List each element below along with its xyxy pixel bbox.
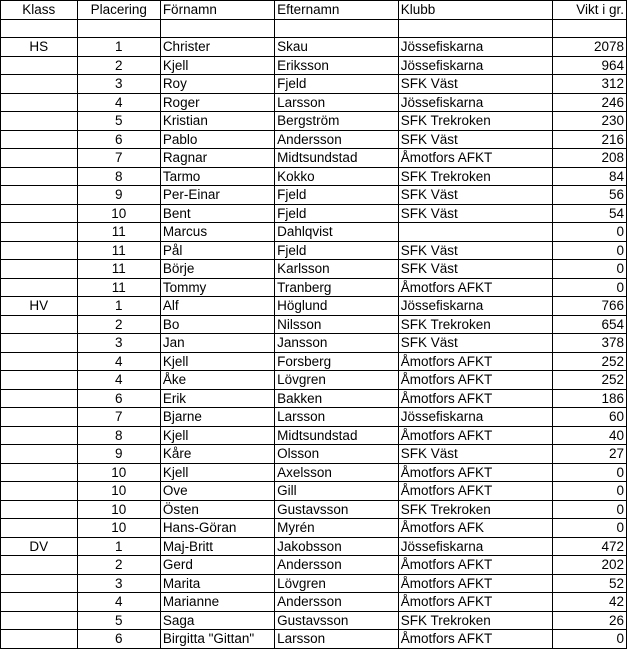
- cell-efternamn[interactable]: Karlsson: [275, 260, 399, 279]
- cell-fornamn[interactable]: Alf: [160, 297, 274, 316]
- cell-fornamn[interactable]: Börje: [160, 260, 274, 279]
- cell-placering[interactable]: 4: [77, 93, 160, 112]
- cell-efternamn[interactable]: Skau: [275, 38, 399, 57]
- cell-fornamn[interactable]: Kjell: [160, 426, 274, 445]
- cell-klubb[interactable]: SFK Trekroken: [398, 167, 552, 186]
- header-klass[interactable]: Klass: [1, 1, 78, 20]
- table-row: [1, 500, 627, 519]
- cell-fornamn[interactable]: Ove: [160, 482, 274, 501]
- cell-placering[interactable]: 9: [77, 186, 160, 205]
- table-row: [1, 112, 627, 131]
- cell-klass[interactable]: [1, 334, 78, 353]
- cell-klubb[interactable]: Åmotfors AFKT: [398, 371, 552, 390]
- cell-klubb[interactable]: SFK Trekroken: [398, 500, 552, 519]
- table-row: [1, 611, 627, 630]
- cell-klass[interactable]: [1, 352, 78, 371]
- cell-placering[interactable]: 10: [77, 204, 160, 223]
- cell-fornamn[interactable]: Ragnar: [160, 149, 274, 168]
- header-fornamn[interactable]: Förnamn: [160, 1, 274, 20]
- cell-efternamn[interactable]: Midtsundstad: [275, 426, 399, 445]
- table-row: [1, 75, 627, 94]
- cell-fornamn[interactable]: Birgitta "Gittan": [160, 630, 274, 649]
- cell-vikt[interactable]: 230: [552, 112, 626, 131]
- cell-vikt[interactable]: 54: [552, 204, 626, 223]
- cell-klubb[interactable]: [398, 19, 552, 38]
- cell-placering[interactable]: 11: [77, 241, 160, 260]
- cell-placering[interactable]: 1: [77, 537, 160, 556]
- cell-klass[interactable]: [1, 167, 78, 186]
- cell-placering[interactable]: 4: [77, 352, 160, 371]
- header-row: [1, 1, 627, 20]
- cell-klubb[interactable]: SFK Väst: [398, 204, 552, 223]
- table-row: [1, 556, 627, 575]
- cell-vikt[interactable]: 216: [552, 130, 626, 149]
- cell-vikt[interactable]: 246: [552, 93, 626, 112]
- table-row: [1, 130, 627, 149]
- header-efternamn[interactable]: Efternamn: [275, 1, 399, 20]
- cell-placering[interactable]: 1: [77, 297, 160, 316]
- cell-klubb[interactable]: Åmotfors AFKT: [398, 389, 552, 408]
- cell-placering[interactable]: 11: [77, 223, 160, 242]
- cell-vikt[interactable]: 472: [552, 537, 626, 556]
- table-row: [1, 297, 627, 316]
- table-row: [1, 334, 627, 353]
- cell-klass[interactable]: [1, 556, 78, 575]
- cell-fornamn[interactable]: Gerd: [160, 556, 274, 575]
- cell-vikt[interactable]: 52: [552, 574, 626, 593]
- cell-placering[interactable]: 7: [77, 149, 160, 168]
- cell-vikt[interactable]: 0: [552, 482, 626, 501]
- cell-fornamn[interactable]: Tommy: [160, 278, 274, 297]
- cell-klubb[interactable]: Åmotfors AFKT: [398, 482, 552, 501]
- cell-placering[interactable]: 3: [77, 574, 160, 593]
- cell-klass[interactable]: [1, 130, 78, 149]
- cell-vikt[interactable]: [552, 19, 626, 38]
- cell-fornamn[interactable]: Marita: [160, 574, 274, 593]
- cell-placering[interactable]: 10: [77, 463, 160, 482]
- cell-efternamn[interactable]: Lövgren: [275, 574, 399, 593]
- cell-fornamn[interactable]: Maj-Britt: [160, 537, 274, 556]
- cell-klass[interactable]: HS: [1, 38, 78, 57]
- table-row: [1, 93, 627, 112]
- cell-klubb[interactable]: Jössefiskarna: [398, 408, 552, 427]
- cell-placering[interactable]: 4: [77, 371, 160, 390]
- cell-fornamn[interactable]: Christer: [160, 38, 274, 57]
- cell-placering[interactable]: 5: [77, 611, 160, 630]
- table-row: [1, 167, 627, 186]
- cell-placering[interactable]: 1: [77, 38, 160, 57]
- cell-klubb[interactable]: SFK Väst: [398, 260, 552, 279]
- cell-vikt[interactable]: 208: [552, 149, 626, 168]
- cell-klass[interactable]: [1, 630, 78, 649]
- cell-klubb[interactable]: Jössefiskarna: [398, 56, 552, 75]
- cell-klubb[interactable]: Jössefiskarna: [398, 537, 552, 556]
- cell-vikt[interactable]: 26: [552, 611, 626, 630]
- table-row: [1, 408, 627, 427]
- cell-vikt[interactable]: 654: [552, 315, 626, 334]
- cell-klass[interactable]: [1, 75, 78, 94]
- cell-fornamn[interactable]: Bjarne: [160, 408, 274, 427]
- cell-efternamn[interactable]: Larsson: [275, 408, 399, 427]
- cell-vikt[interactable]: 0: [552, 519, 626, 538]
- cell-vikt[interactable]: 252: [552, 352, 626, 371]
- table-row: [1, 630, 627, 649]
- table-row: [1, 315, 627, 334]
- cell-placering[interactable]: 6: [77, 630, 160, 649]
- cell-vikt[interactable]: 202: [552, 556, 626, 575]
- cell-klubb[interactable]: Jössefiskarna: [398, 297, 552, 316]
- table-row: [1, 223, 627, 242]
- cell-efternamn[interactable]: Fjeld: [275, 186, 399, 205]
- table-row: [1, 186, 627, 205]
- table-row: [1, 574, 627, 593]
- cell-klubb[interactable]: SFK Trekroken: [398, 611, 552, 630]
- cell-placering[interactable]: 10: [77, 482, 160, 501]
- cell-placering[interactable]: 6: [77, 389, 160, 408]
- cell-placering[interactable]: 10: [77, 519, 160, 538]
- cell-fornamn[interactable]: Åke: [160, 371, 274, 390]
- table-row: [1, 278, 627, 297]
- cell-efternamn[interactable]: Nilsson: [275, 315, 399, 334]
- table-row: [1, 241, 627, 260]
- cell-klass[interactable]: [1, 112, 78, 131]
- cell-vikt[interactable]: 0: [552, 223, 626, 242]
- cell-efternamn[interactable]: Gill: [275, 482, 399, 501]
- table-row: [1, 593, 627, 612]
- table-row: [1, 537, 627, 556]
- cell-efternamn[interactable]: Bergström: [275, 112, 399, 131]
- cell-placering[interactable]: 10: [77, 500, 160, 519]
- table-row: [1, 463, 627, 482]
- cell-klass[interactable]: [1, 56, 78, 75]
- cell-vikt[interactable]: 0: [552, 260, 626, 279]
- cell-fornamn[interactable]: Kåre: [160, 445, 274, 464]
- cell-klass[interactable]: [1, 593, 78, 612]
- cell-efternamn[interactable]: Lövgren: [275, 371, 399, 390]
- cell-klubb[interactable]: Åmotfors AFKT: [398, 352, 552, 371]
- cell-klubb[interactable]: Åmotfors AFKT: [398, 630, 552, 649]
- cell-fornamn[interactable]: Saga: [160, 611, 274, 630]
- cell-efternamn[interactable]: Forsberg: [275, 352, 399, 371]
- cell-klubb[interactable]: SFK Väst: [398, 241, 552, 260]
- cell-vikt[interactable]: 186: [552, 389, 626, 408]
- cell-efternamn[interactable]: Gustavsson: [275, 611, 399, 630]
- cell-efternamn[interactable]: Fjeld: [275, 241, 399, 260]
- cell-efternamn[interactable]: Axelsson: [275, 463, 399, 482]
- cell-placering[interactable]: 7: [77, 408, 160, 427]
- cell-klubb[interactable]: [398, 223, 552, 242]
- cell-klubb[interactable]: Åmotfors AFK: [398, 519, 552, 538]
- cell-placering[interactable]: 8: [77, 426, 160, 445]
- cell-vikt[interactable]: 0: [552, 241, 626, 260]
- cell-placering[interactable]: 11: [77, 278, 160, 297]
- table-row: [1, 371, 627, 390]
- cell-efternamn[interactable]: Fjeld: [275, 75, 399, 94]
- cell-klass[interactable]: [1, 408, 78, 427]
- cell-fornamn[interactable]: [160, 19, 274, 38]
- cell-klubb[interactable]: Åmotfors AFKT: [398, 593, 552, 612]
- table-row: [1, 260, 627, 279]
- cell-vikt[interactable]: 56: [552, 186, 626, 205]
- cell-klubb[interactable]: Jössefiskarna: [398, 93, 552, 112]
- cell-klubb[interactable]: Åmotfors AFKT: [398, 278, 552, 297]
- cell-efternamn[interactable]: Fjeld: [275, 204, 399, 223]
- cell-fornamn[interactable]: Pål: [160, 241, 274, 260]
- cell-fornamn[interactable]: Marcus: [160, 223, 274, 242]
- cell-efternamn[interactable]: Höglund: [275, 297, 399, 316]
- cell-klass[interactable]: [1, 389, 78, 408]
- cell-placering[interactable]: 3: [77, 75, 160, 94]
- cell-placering[interactable]: 6: [77, 130, 160, 149]
- cell-klass[interactable]: [1, 241, 78, 260]
- cell-klass[interactable]: [1, 223, 78, 242]
- cell-efternamn[interactable]: Larsson: [275, 630, 399, 649]
- cell-fornamn[interactable]: Kjell: [160, 463, 274, 482]
- cell-fornamn[interactable]: Erik: [160, 389, 274, 408]
- cell-vikt[interactable]: 378: [552, 334, 626, 353]
- cell-efternamn[interactable]: Kokko: [275, 167, 399, 186]
- cell-vikt[interactable]: 0: [552, 500, 626, 519]
- cell-vikt[interactable]: 84: [552, 167, 626, 186]
- cell-efternamn[interactable]: [275, 19, 399, 38]
- cell-klass[interactable]: [1, 482, 78, 501]
- cell-vikt[interactable]: 60: [552, 408, 626, 427]
- cell-klass[interactable]: [1, 445, 78, 464]
- cell-klass[interactable]: [1, 186, 78, 205]
- table-row: [1, 38, 627, 57]
- cell-efternamn[interactable]: Dahlqvist: [275, 223, 399, 242]
- cell-klass[interactable]: [1, 278, 78, 297]
- cell-klass[interactable]: [1, 315, 78, 334]
- cell-klass[interactable]: [1, 463, 78, 482]
- cell-placering[interactable]: 8: [77, 167, 160, 186]
- cell-klubb[interactable]: Åmotfors AFKT: [398, 556, 552, 575]
- header-vikt[interactable]: Vikt i gr.: [552, 1, 626, 20]
- cell-vikt[interactable]: 766: [552, 297, 626, 316]
- cell-klass[interactable]: DV: [1, 537, 78, 556]
- cell-klass[interactable]: [1, 260, 78, 279]
- cell-fornamn[interactable]: Kristian: [160, 112, 274, 131]
- cell-klass[interactable]: [1, 574, 78, 593]
- cell-klass[interactable]: [1, 371, 78, 390]
- cell-placering[interactable]: 5: [77, 112, 160, 131]
- cell-fornamn[interactable]: Bo: [160, 315, 274, 334]
- table-row: [1, 19, 627, 38]
- cell-fornamn[interactable]: Kjell: [160, 352, 274, 371]
- cell-fornamn[interactable]: Pablo: [160, 130, 274, 149]
- cell-fornamn[interactable]: Marianne: [160, 593, 274, 612]
- cell-vikt[interactable]: 312: [552, 75, 626, 94]
- cell-placering[interactable]: 2: [77, 56, 160, 75]
- cell-efternamn[interactable]: Tranberg: [275, 278, 399, 297]
- cell-fornamn[interactable]: Jan: [160, 334, 274, 353]
- cell-efternamn[interactable]: Gustavsson: [275, 500, 399, 519]
- cell-fornamn[interactable]: Per-Einar: [160, 186, 274, 205]
- table-row: [1, 482, 627, 501]
- cell-efternamn[interactable]: Andersson: [275, 130, 399, 149]
- cell-efternamn[interactable]: Bakken: [275, 389, 399, 408]
- cell-efternamn[interactable]: Midtsundstad: [275, 149, 399, 168]
- cell-efternamn[interactable]: Jansson: [275, 334, 399, 353]
- cell-klubb[interactable]: SFK Väst: [398, 445, 552, 464]
- table-row: [1, 426, 627, 445]
- cell-klubb[interactable]: Åmotfors AFKT: [398, 426, 552, 445]
- cell-klubb[interactable]: Åmotfors AFKT: [398, 149, 552, 168]
- cell-vikt[interactable]: 40: [552, 426, 626, 445]
- cell-klass[interactable]: [1, 204, 78, 223]
- cell-klubb[interactable]: Åmotfors AFKT: [398, 463, 552, 482]
- cell-vikt[interactable]: 0: [552, 630, 626, 649]
- cell-placering[interactable]: 9: [77, 445, 160, 464]
- cell-klubb[interactable]: SFK Väst: [398, 130, 552, 149]
- table-row: [1, 56, 627, 75]
- cell-klubb[interactable]: SFK Trekroken: [398, 315, 552, 334]
- cell-klass[interactable]: [1, 611, 78, 630]
- cell-klubb[interactable]: SFK Trekroken: [398, 112, 552, 131]
- cell-klass[interactable]: [1, 519, 78, 538]
- cell-efternamn[interactable]: Olsson: [275, 445, 399, 464]
- cell-vikt[interactable]: 27: [552, 445, 626, 464]
- cell-klubb[interactable]: Jössefiskarna: [398, 38, 552, 57]
- cell-placering[interactable]: 3: [77, 334, 160, 353]
- table-row: [1, 204, 627, 223]
- cell-vikt[interactable]: 0: [552, 278, 626, 297]
- table-row: [1, 149, 627, 168]
- table-row: [1, 352, 627, 371]
- cell-fornamn[interactable]: Kjell: [160, 56, 274, 75]
- cell-fornamn[interactable]: Hans-Göran: [160, 519, 274, 538]
- cell-vikt[interactable]: 2078: [552, 38, 626, 57]
- cell-placering[interactable]: 4: [77, 593, 160, 612]
- cell-efternamn[interactable]: Larsson: [275, 93, 399, 112]
- cell-klubb[interactable]: Åmotfors AFKT: [398, 574, 552, 593]
- cell-vikt[interactable]: 964: [552, 56, 626, 75]
- cell-fornamn[interactable]: Östen: [160, 500, 274, 519]
- cell-klass[interactable]: [1, 19, 78, 38]
- cell-klubb[interactable]: SFK Väst: [398, 186, 552, 205]
- header-placering[interactable]: Placering: [77, 1, 160, 20]
- cell-efternamn[interactable]: Andersson: [275, 556, 399, 575]
- table-row: [1, 389, 627, 408]
- cell-klass[interactable]: [1, 149, 78, 168]
- cell-klass[interactable]: HV: [1, 297, 78, 316]
- cell-efternamn[interactable]: Jakobsson: [275, 537, 399, 556]
- cell-fornamn[interactable]: Roy: [160, 75, 274, 94]
- cell-fornamn[interactable]: Tarmo: [160, 167, 274, 186]
- table-row: [1, 519, 627, 538]
- cell-placering[interactable]: 2: [77, 315, 160, 334]
- header-klubb[interactable]: Klubb: [398, 1, 552, 20]
- cell-placering[interactable]: 11: [77, 260, 160, 279]
- cell-vikt[interactable]: 252: [552, 371, 626, 390]
- cell-vikt[interactable]: 0: [552, 463, 626, 482]
- cell-klass[interactable]: [1, 93, 78, 112]
- cell-klubb[interactable]: SFK Väst: [398, 334, 552, 353]
- cell-fornamn[interactable]: Roger: [160, 93, 274, 112]
- cell-efternamn[interactable]: Andersson: [275, 593, 399, 612]
- cell-klass[interactable]: [1, 500, 78, 519]
- cell-vikt[interactable]: 42: [552, 593, 626, 612]
- cell-placering[interactable]: 2: [77, 556, 160, 575]
- cell-klubb[interactable]: SFK Väst: [398, 75, 552, 94]
- cell-klass[interactable]: [1, 426, 78, 445]
- cell-fornamn[interactable]: Bent: [160, 204, 274, 223]
- cell-efternamn[interactable]: Myrén: [275, 519, 399, 538]
- table-row: [1, 445, 627, 464]
- cell-placering[interactable]: [77, 19, 160, 38]
- cell-efternamn[interactable]: Eriksson: [275, 56, 399, 75]
